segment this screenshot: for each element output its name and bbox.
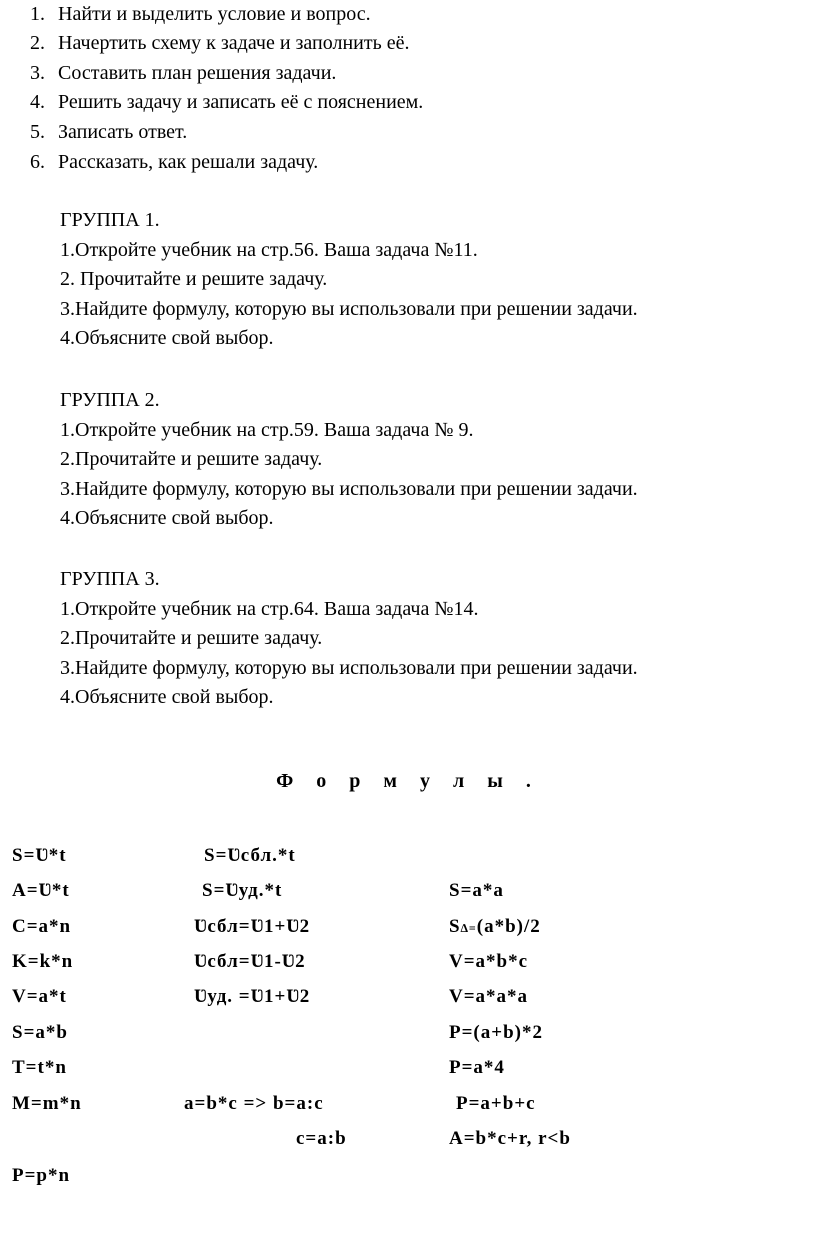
- step-item: 6. Рассказать, как решали задачу.: [30, 151, 319, 173]
- step-item: 5. Записать ответ.: [30, 121, 188, 143]
- formula: C=a*n: [12, 916, 72, 937]
- formula: P=(a+b)*2: [449, 1022, 543, 1043]
- formula: A=Ʋ*t: [12, 880, 70, 901]
- formula: Ʋсбл=Ʋ1-Ʋ2: [194, 951, 306, 972]
- group-2: [60, 386, 800, 534]
- group-line: 1.Откройте учебник на стр.59. Ваша задача № 9.: [60, 418, 474, 441]
- group-line: 2.Прочитайте и решите задачу.: [60, 627, 323, 649]
- formula: S=a*b: [12, 1022, 68, 1043]
- formula: K=k*n: [12, 951, 74, 972]
- formula: S=Ʋ*t: [12, 845, 67, 866]
- group-line: 4.Объясните свой выбор.: [60, 507, 274, 529]
- formula: V=a*b*c: [449, 951, 529, 972]
- group-line: 4.Объясните свой выбор.: [60, 686, 274, 708]
- group-line: 1.Откройте учебник на стр.64. Ваша задача №14.: [60, 597, 479, 620]
- step-item: 1. Найти и выделить условие и вопрос.: [30, 3, 371, 25]
- formula: S=a*a: [449, 880, 504, 901]
- formula: c=a:b: [296, 1128, 347, 1149]
- formula: P=a+b+c: [456, 1093, 536, 1114]
- formula: M=m*n: [12, 1093, 82, 1114]
- formula: a=b*c => b=a:c: [184, 1093, 324, 1114]
- group-1: [60, 206, 800, 354]
- group-line: 2.Прочитайте и решите задачу.: [60, 448, 323, 470]
- formula: Ʋсбл=Ʋ1+Ʋ2: [194, 916, 311, 937]
- group-3: [60, 565, 800, 713]
- group-line: 2. Прочитайте и решите задачу.: [60, 268, 328, 290]
- formula: V=a*a*a: [449, 986, 529, 1007]
- group-title: ГРУППА 1.: [60, 209, 160, 231]
- formula: Ʋуд. =Ʋ1+Ʋ2: [194, 986, 311, 1007]
- group-title: ГРУППА 2.: [60, 389, 160, 411]
- group-title: ГРУППА 3.: [60, 568, 160, 590]
- formula: S=Ʋсбл.*t: [204, 845, 296, 866]
- formulas-title: Ф о р м у л ы .: [276, 770, 540, 792]
- formula-triangle-area: S∆=(a*b)/2: [449, 916, 541, 937]
- group-line: 3.Найдите формулу, которую вы использовали при решении задачи.: [60, 297, 638, 320]
- formula: S=Ʋуд.*t: [202, 880, 283, 901]
- formula: A=b*c+r, r<b: [449, 1128, 571, 1149]
- formula: P=p*n: [12, 1165, 71, 1186]
- formula: P=a*4: [449, 1057, 505, 1078]
- step-item: 2. Начертить схему к задаче и заполнить её.: [30, 32, 410, 54]
- group-line: 4.Объясните свой выбор.: [60, 327, 274, 349]
- group-line: 1.Откройте учебник на стр.56. Ваша задача №11.: [60, 238, 478, 261]
- group-line: 3.Найдите формулу, которую вы использовали при решении задачи.: [60, 477, 638, 500]
- step-item: 4. Решить задачу и записать её с пояснением.: [30, 91, 424, 113]
- formula: T=t*n: [12, 1057, 67, 1078]
- group-line: 3.Найдите формулу, которую вы использовали при решении задачи.: [60, 656, 638, 679]
- formula: V=a*t: [12, 986, 67, 1007]
- step-item: 3. Составить план решения задачи.: [30, 62, 337, 84]
